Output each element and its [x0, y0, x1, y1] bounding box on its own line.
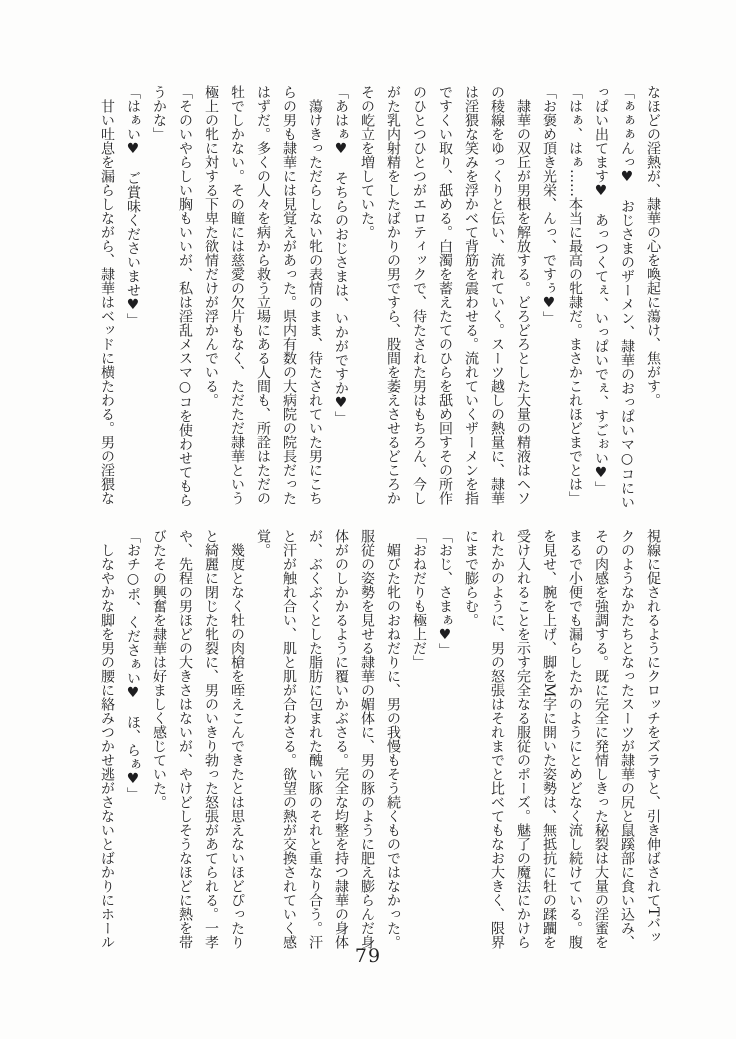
text-line: 覚。 [255, 529, 271, 557]
text-line: 牡でしかない。その瞳には慈愛の欠片もなく、ただただ隷華という [229, 85, 245, 505]
text-line: その肉感を強調する。既に完全に発情しきった秘裂は大量の淫蜜を [593, 529, 609, 949]
text-line: 「そのいやらしい胸もいいが、私は淫乱メスマ○コを使わせてもら [177, 85, 193, 507]
text-line: クのようなかたちとなったスーツが隷華の尻と鼠蹊部に食い込み、 [619, 529, 635, 949]
text-line: 「おチ○ポ、くださぁい♥ ほ、らぁ♥」 [125, 529, 141, 801]
text-line: 「おねだりも極上だ」 [411, 529, 427, 669]
text-line: 「はぁい♥ ご賞味くださいませ♥」 [125, 85, 141, 327]
text-line: と汗が触れ合い、肌と肌が合わさる。欲望の熱が交換されていく感 [281, 529, 297, 949]
text-line: 服従の姿勢を見せる隷華の媚体に、男の豚のように肥え膨らんだ身 [359, 529, 375, 949]
text-line: 蕩けきっただらしない牝の表情のまま、待たされていた男にこち [307, 85, 323, 505]
text-line: 極上の牝に対する下卑た欲情だけが浮かんでいる。 [203, 85, 219, 407]
text-line: 甘い吐息を漏らしながら、隷華はベッドに横たわる。男の淫猥な [99, 85, 115, 505]
text-line: はずだ。多くの人々を病から救う立場にある人間も、所詮はただの [255, 85, 271, 505]
text-line: 媚びた牝のおねだりに、男の我慢もそう続くものではなかった。 [385, 529, 401, 949]
text-line: 幾度となく牡の肉槍を咥えこんできたとは思えないほどぴったり [229, 529, 245, 949]
text-line: のひとつひとつがエロティックで、待たされた男はもちろん、今し [411, 85, 427, 505]
text-line: を見せ、腕を上げ、脚をM字に開いた姿勢は、無抵抗に牡の蹂躙を [541, 529, 557, 950]
text-line: 隷華の双丘が男根を解放する。どろどろとした大量の精液はヘソ [515, 85, 531, 505]
text-line: その屹立を増していた。 [359, 85, 375, 239]
text-line: 「あはぁ♥ そちらのおじさまは、いかがですか♥」 [333, 85, 349, 425]
text-line: がた乳内射精をしたばかりの男ですら、股間を萎えさせるどころか [385, 85, 401, 505]
text-line: うかな」 [151, 85, 167, 141]
upper-text-band [94, 85, 666, 509]
text-line: 受け入れることを示す完全なる服従のポーズ。魅了の魔法にかけら [515, 529, 531, 949]
text-line: にまで膨らむ。 [463, 529, 479, 627]
text-line: が、ぶくぶくとした脂肪に包まれた醜い豚のそれと重なり合う。汗 [307, 529, 323, 949]
text-line: まるで小便でも漏らしたかのようにとめどなく流し続けている。腹 [567, 529, 583, 949]
text-line: っぱい出てます♥ あっつくてぇ、いっぱいでぇ、すごぉい♥」 [593, 85, 609, 495]
text-line: しなやかな脚を男の腰に絡みつかせ逃がさないとばかりにホール [99, 529, 115, 949]
text-line: 「はぁ、はぁ……本当に最高の牝隷だ。まさかこれほどまでとは」 [567, 85, 583, 505]
text-line: 「お褒め頂き光栄、んっ、ですぅ♥」 [541, 85, 557, 325]
text-line: や、先程の男ほどの大きさはないが、やけどしそうなほどに熱を帯 [177, 529, 193, 949]
text-line: の稜線をゆっくりと伝い、流れていく。スーツ越しの熱量に、隷華 [489, 85, 505, 505]
text-line: びたその興奮を隷華は好ましく感じていた。 [151, 529, 167, 809]
text-line: れたかのように、男の怒張はそれまでと比べてもなお大きく、限界 [489, 529, 505, 949]
text-line: と綺麗に閉じた牝裂に、男のいきり勃った怒張があてられる。一孝 [203, 529, 219, 949]
lower-text-band [94, 529, 666, 953]
page-number: 79 [354, 945, 382, 967]
text-line: らの男も隷華には見覚えがあった。県内有数の大病院の院長だった [281, 85, 297, 505]
text-line: 「おじ、さまぁ♥」 [437, 529, 453, 657]
text-line: なほどの淫熱が、隷華の心を喚起に蕩け、焦がす。 [645, 85, 661, 407]
text-line: 「ぁぁぁんっ♥ おじさまのザーメン、隷華のおっぱいマ○コにい [619, 85, 635, 509]
text-line: ですくい取り、舐める。白濁を蓄えたてのひらを舐め回すその所作 [437, 85, 453, 505]
text-line: 視線に促されるようにクロッチをズラすと、引き伸ばされてTバッ [645, 529, 661, 945]
text-line: は淫猥な笑みを浮かべて背筋を震わせる。流れていくザーメンを指 [463, 85, 479, 505]
text-line: 体がのしかかるように覆いかぶさる。完全な均整を持つ隷華の身体 [333, 529, 349, 949]
